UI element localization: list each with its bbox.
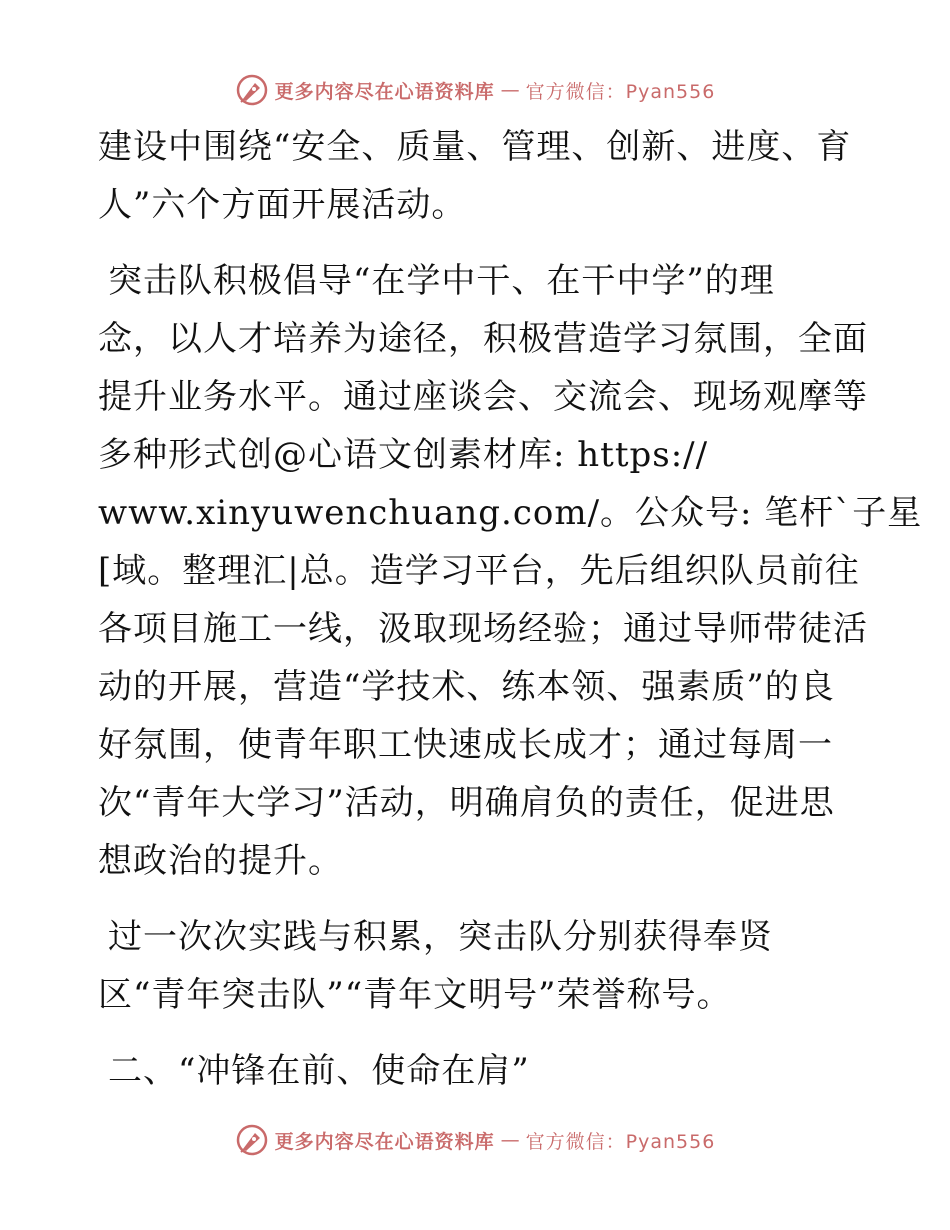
paragraph-1	[98, 118, 858, 234]
text-line: 人”六个方面开展活动。	[98, 185, 467, 225]
text-line: [域。整理汇|总。造学习平台，先后组织队员前往	[98, 551, 860, 591]
text-line: 想政治的提升。	[98, 841, 343, 881]
text-line: 突击队积极倡导“在学中干、在干中学”的理	[108, 261, 775, 301]
footer-brand-text: 更多内容尽在心语资料库	[274, 1130, 495, 1153]
text-line: www.xinyuwenchuang.com/。公众号: 笔杆`子星	[98, 493, 923, 533]
text-line: 区“青年突击队”“青年文明号”荣誉称号。	[98, 975, 732, 1015]
footer-dash: —	[500, 1129, 520, 1151]
paragraph-3	[98, 908, 858, 1024]
text-line: 动的开展，营造“学技术、练本领、强素质”的良	[98, 667, 835, 707]
pen-nib-logo-icon	[235, 73, 269, 107]
header-dash: —	[500, 79, 520, 101]
section-heading	[98, 1042, 858, 1100]
footer-contact-text: 官方微信：Pyan556	[525, 1130, 716, 1153]
text-line: 建设中围绕“安全、质量、管理、创新、进度、育	[98, 127, 852, 167]
text-line: 二、“冲锋在前、使命在肩”	[108, 1051, 530, 1091]
paragraph-2	[98, 252, 923, 890]
text-line: 多种形式创@心语文创素材库: https://	[98, 435, 709, 475]
text-line: 好氛围，使青年职工快速成长成才；通过每周一	[98, 725, 833, 765]
text-line: 次“青年大学习”活动，明确肩负的责任，促进思	[98, 783, 835, 823]
footer-watermark	[0, 1120, 950, 1160]
text-line: 念，以人才培养为途径，积极营造学习氛围，全面	[98, 319, 868, 359]
text-line: 过一次次实践与积累，突击队分别获得奉贤	[108, 917, 773, 957]
document-body	[98, 118, 923, 1100]
text-line: 提升业务水平。通过座谈会、交流会、现场观摩等	[98, 377, 868, 417]
header-contact-text: 官方微信：Pyan556	[525, 80, 716, 103]
pen-nib-logo-icon	[235, 1123, 269, 1157]
header-watermark	[0, 70, 950, 110]
text-line: 各项目施工一线，汲取现场经验；通过导师带徒活	[98, 609, 868, 649]
header-brand-text: 更多内容尽在心语资料库	[274, 80, 495, 103]
